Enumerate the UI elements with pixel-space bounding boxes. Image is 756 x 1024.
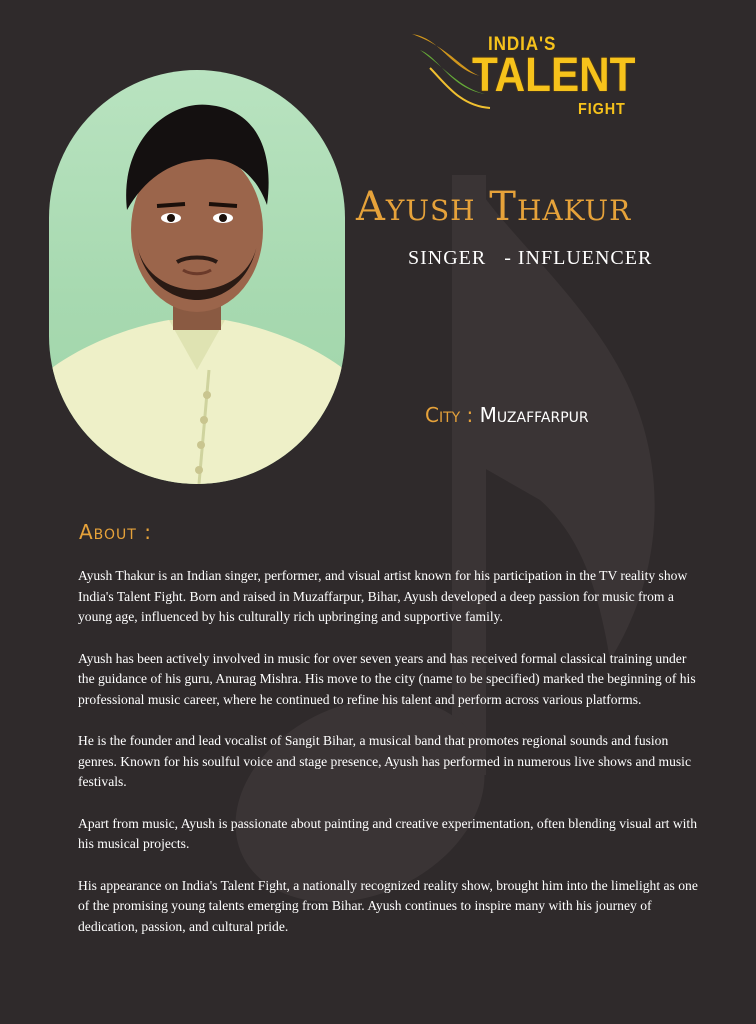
about-paragraph: Ayush Thakur is an Indian singer, performer, and visual artist known for his participation in the TV reality show India's Talent Fight. Born and raised in Muzaffarpur, Bihar, Ayush developed a deep passion for music from a young age, influenced by his culturally rich upbringing and supportive family.: [78, 568, 688, 624]
indias-talent-fight-logo: [410, 28, 642, 124]
profile-photo: [49, 70, 345, 484]
about-paragraph: His appearance on India's Talent Fight, a nationally recognized reality show, brought him into the limelight as one of the promising young talents emerging from Bihar. Ayush continues to inspire many with his journey of dedication, passion, and cultural pride.: [78, 877, 698, 934]
logo-line-fight: FIGHT: [578, 101, 626, 118]
about-heading: About :: [79, 520, 152, 544]
person-portrait-icon: [49, 70, 345, 484]
city-label: City :: [425, 403, 474, 427]
about-paragraph: He is the founder and lead vocalist of Sangit Bihar, a musical band that promotes regional sounds and fusion genres. Known for his soulful voice and stage presence, Ayush has performed in numerous live shows and music festivals.: [78, 733, 691, 789]
city-line: [425, 403, 589, 427]
about-body: [78, 566, 703, 958]
about-paragraph: Ayush has been actively involved in music for over seven years and has received formal classical training under the guidance of his guru, Anurag Mishra. His move to the city (name to be specified) marked the beginning of his professional music career, where he continued to refine his talent and perform across various platforms.: [78, 650, 696, 707]
city-value: Muzaffarpur: [479, 403, 589, 427]
person-name: Ayush Thakur: [356, 184, 632, 230]
person-role: SINGER - INFLUENCER: [408, 247, 653, 269]
logo-line-talent: TALENT: [472, 49, 636, 102]
logo-line-indias: INDIA'S: [488, 34, 557, 55]
about-paragraph: Apart from music, Ayush is passionate about painting and creative experimentation, often blending visual art with his musical projects.: [78, 815, 698, 851]
